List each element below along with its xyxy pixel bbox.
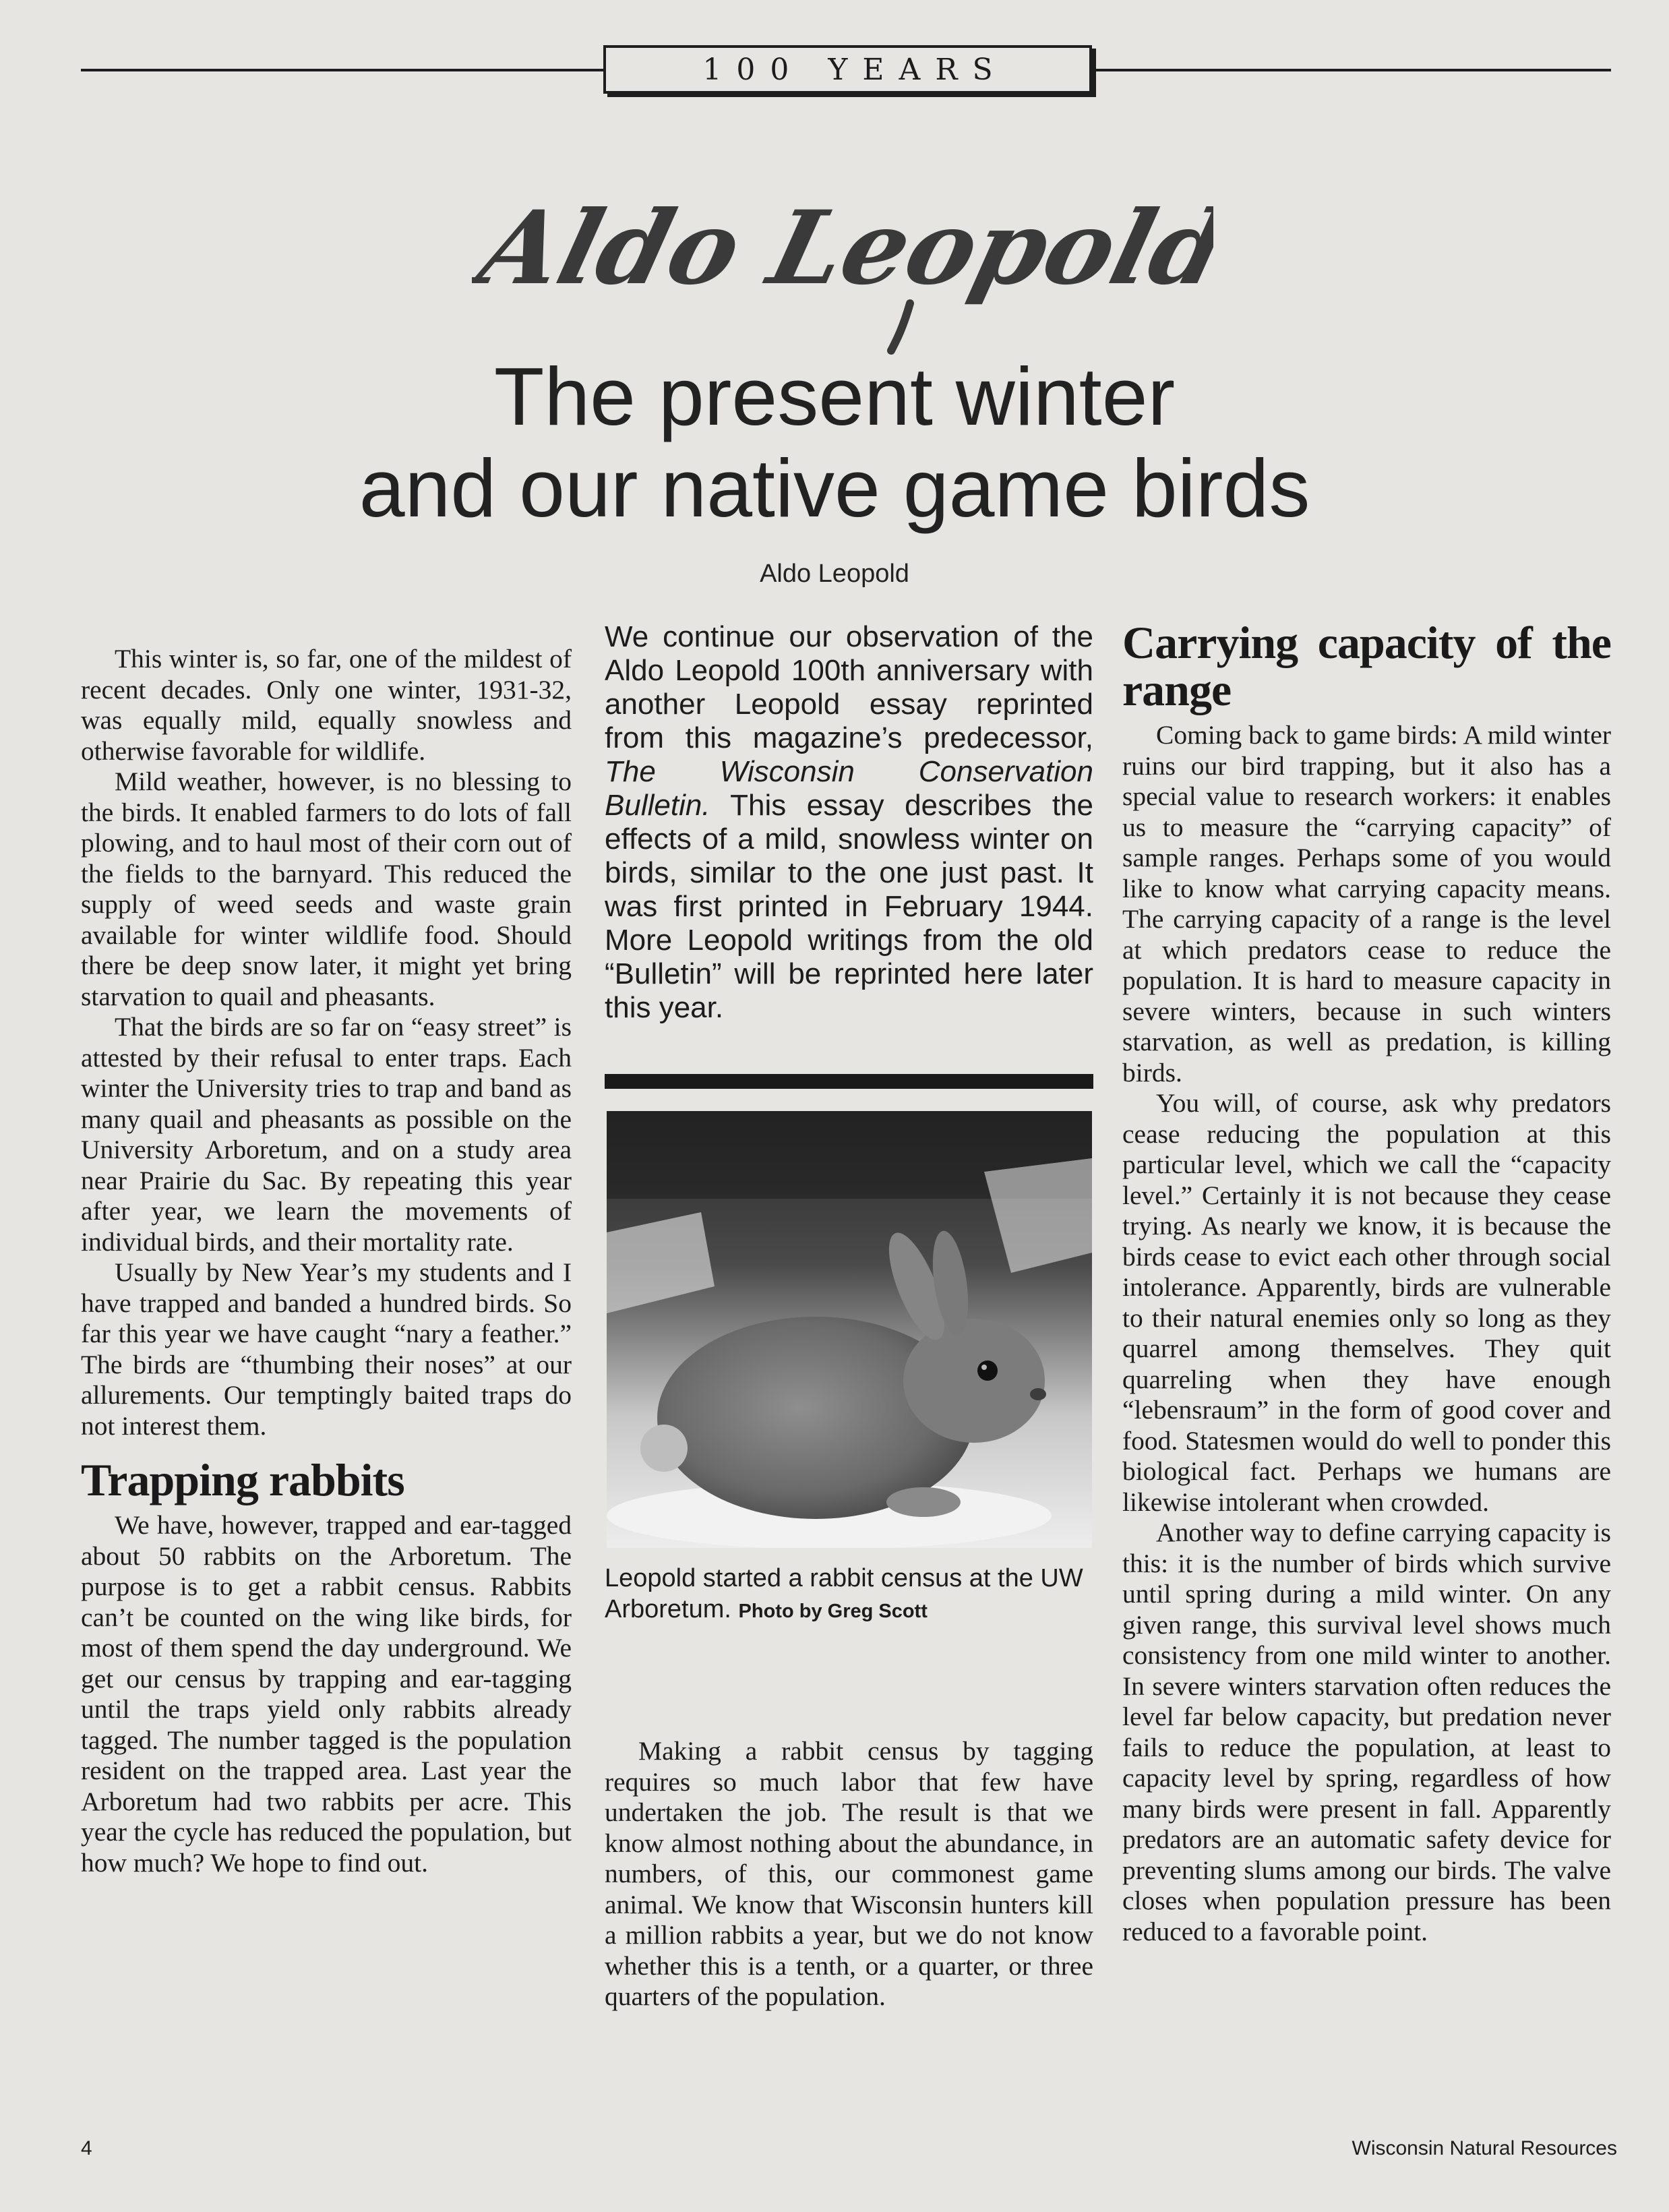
subhead-trapping-rabbits: Trapping rabbits: [81, 1454, 404, 1505]
column-3: [1122, 619, 1611, 1947]
page-number: 4: [81, 2137, 92, 2159]
photo-caption: [605, 1563, 1093, 1627]
column-1: [81, 644, 572, 1878]
paragraph: Usually by New Year’s my students and I have trapped and banded a hundred birds. So far this year we have caught “nary a feather.” The birds are “thumbing their noses” at our allurements. Our temptingly baited traps do not interest them.: [81, 1257, 572, 1441]
section-header: 100 YEARS: [603, 45, 1092, 94]
byline: Aldo Leopold: [760, 560, 909, 588]
intro-blurb: [605, 620, 1093, 1025]
paragraph: We have, however, trapped and ear-tagged about 50 rabbits on the Arboretum. The purpose is to get a rabbit census. Rabbits can’t be counted on the wing like birds, for most of them spend the day underground. We get our census by trapping and ear-tagging until the traps yield only rabbits already tagged. The number tagged is the population resident on the trapped area. Last year the Arboretum had two rabbits per acre. This year the cycle has reduced the population, but how much? We hope to find out.: [81, 1510, 572, 1878]
paragraph: You will, of course, ask why predators cease reducing the population at this particular level, which we call the “capacity level.” Certainly it is not because they cease trying. As nearly we know, it is because the birds cease to evict each other through social intolerance. Apparently, birds are vulnerable to their natural enemies only so long as they quarrel among themselves. They quit quarreling when they have enough “lebensraum” in the form of good cover and food. Statesmen would do well to ponder this biological fact. Perhaps we humans are likewise intolerant when crowded.: [1122, 1088, 1611, 1517]
header-rule-left: [81, 69, 603, 71]
paragraph: Making a rabbit census by tagging requires so much labor that few have undertaken the job. The result is that we know almost nothing about the abundance, in numbers, of this, our commonest game animal. We know that Wisconsin hunters kill a million rabbits a year, but we do not know whether this is a tenth, or a quarter, or three quarters of the population.: [605, 1736, 1093, 2011]
paragraph: That the birds are so far on “easy street” is attested by their refusal to enter traps. Each winter the University tries to trap and band as many quail and pheasants as possible on the University Arboretum, and on a study area near Prairie du Sac. By repeating this year after year, we learn the movements of individual birds, and their mortality rate.: [81, 1012, 572, 1257]
paragraph: This winter is, so far, one of the mildest of recent decades. Only one winter, 1931-32, was equally mild, equally snowless and otherwise favorable for wildlife.: [81, 644, 572, 766]
photo-credit: Photo by Greg Scott: [738, 1601, 928, 1622]
paragraph: Another way to define carrying capacity is this: it is the number of birds which survive until spring during a mild winter. On any given range, this survival level shows much consistency from one mild winter to another. In severe winters starvation often reduces the level far below capacity, but predation never fails to reduce the population, at least to capacity level by spring, regardless of how many birds were present in fall. Apparently predators are an automatic safety device for preventing slums among our birds. The valve closes when population pressure has been reduced to a favorable point.: [1122, 1518, 1611, 1946]
paragraph: Mild weather, however, is no blessing to the birds. It enabled farmers to do lots of fall plowing, and to haul most of their corn out of the fields to the barnyard. This reduced the supply of weed seeds and waste grain available for winter wildlife food. Should there be deep snow later, it might yet bring starvation to quail and pheasants.: [81, 767, 572, 1011]
subhead-carrying-capacity: Carrying capacity of the range: [1122, 617, 1611, 715]
signature-text: Aldo Leopold: [472, 188, 1213, 307]
column-2-bottom: [605, 1736, 1093, 2012]
caption-text: Leopold started a rabbit census at the UW Arboretum.: [605, 1564, 1083, 1623]
title-line-2: and our native game birds: [359, 442, 1310, 534]
divider-bar: [605, 1074, 1093, 1089]
rabbit-photo: [607, 1111, 1092, 1548]
publication-name: Wisconsin Natural Resources: [1352, 2137, 1617, 2159]
intro-text-2: This essay describes the effects of a mild, snowless winter on birds, similar to the one just past. It was first printed in February 1944. More Leopold writings from the old “Bulletin” will be reprinted here later this year.: [605, 789, 1093, 1024]
header-rule-right: [1092, 69, 1611, 71]
signature-logo: [472, 182, 1213, 357]
intro-italic-title: The Wisconsin Conservation Bulletin.: [605, 755, 1093, 822]
intro-text-1: We continue our observation of the Aldo Leopold 100th anniversary with another Leopold essay reprinted from this magazine’s predecessor,: [605, 620, 1093, 754]
title-line-1: The present winter: [493, 351, 1176, 442]
paragraph: Coming back to game birds: A mild winter ruins our bird trapping, but it also has a special value to research workers: it enables us to measure the “carrying capacity” of sample ranges. Perhaps some of you would like to know what carrying capacity means. The carrying capacity of a range is the level at which predators cease to reduce the population. It is hard to measure capacity in severe winters, because in such winters starvation, as well as predation, is killing birds.: [1122, 720, 1611, 1087]
article-title: [121, 351, 1548, 534]
